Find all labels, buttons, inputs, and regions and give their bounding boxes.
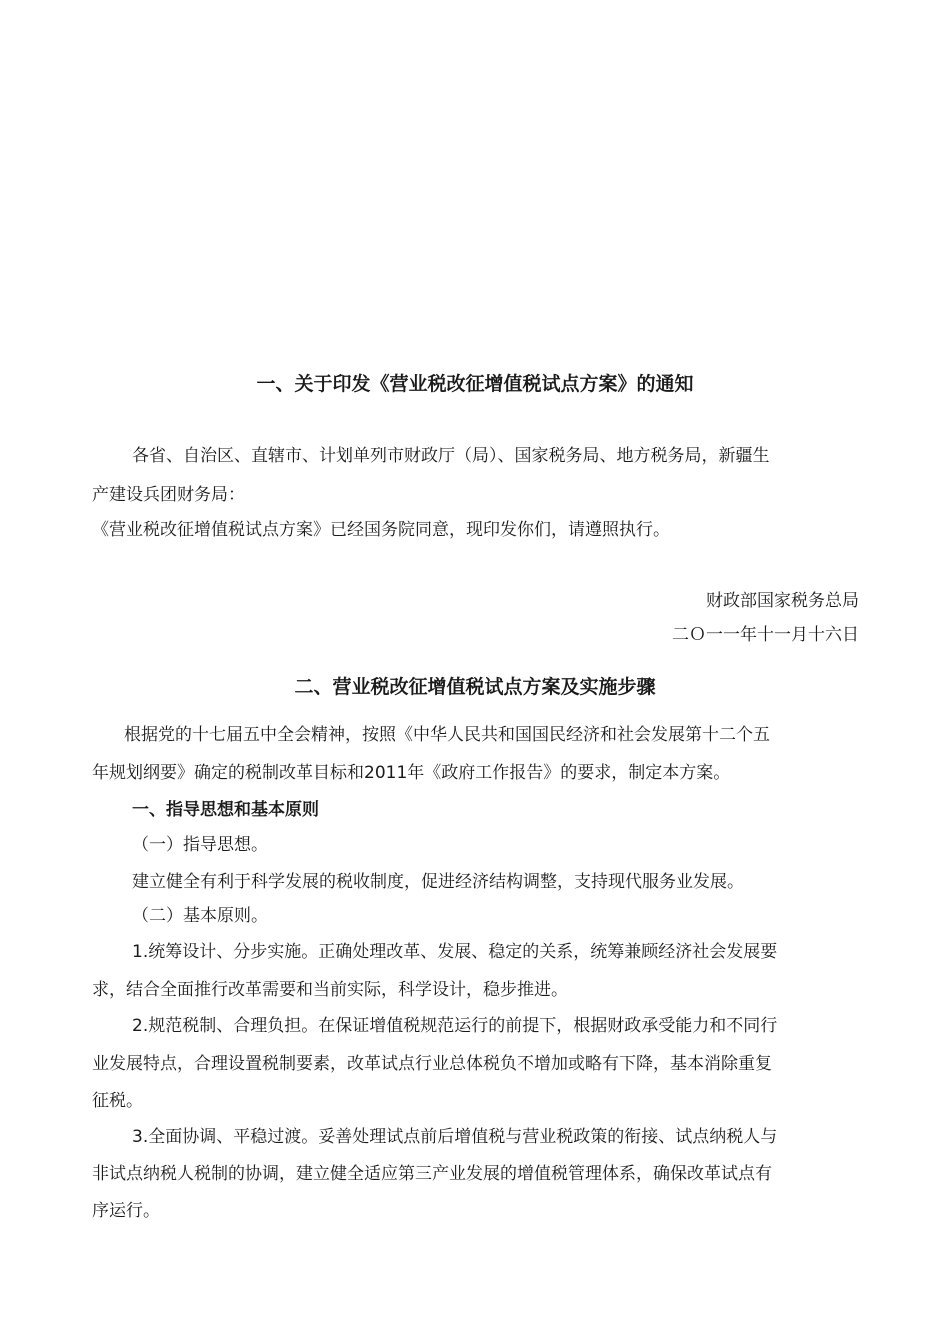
notice-recipients-line2: 产建设兵团财务局： bbox=[92, 485, 245, 505]
plan-intro-line2: 年规划纲要》确定的税制改革目标和2011年《政府工作报告》的要求，制定本方案。 bbox=[92, 763, 731, 783]
notice-issuer: 财政部国家税务总局 bbox=[706, 591, 859, 611]
principle2-line3: 征税。 bbox=[92, 1091, 143, 1111]
principle3-line2: 非试点纳税人税制的协调，建立健全适应第三产业发展的增值税管理体系，确保改革试点有 bbox=[92, 1164, 772, 1184]
principle3-line3: 序运行。 bbox=[92, 1201, 160, 1221]
sub1-text: 建立健全有利于科学发展的税收制度，促进经济结构调整，支持现代服务业发展。 bbox=[132, 872, 744, 892]
principle2-line1: 2.规范税制、合理负担。在保证增值税规范运行的前提下，根据财政承受能力和不同行 bbox=[132, 1016, 778, 1036]
sub2-heading: （二）基本原则。 bbox=[132, 906, 268, 926]
principle1-line2: 求，结合全面推行改革需要和当前实际，科学设计，稳步推进。 bbox=[92, 980, 568, 1000]
notice-body: 《营业税改征增值税试点方案》已经国务院同意，现印发你们，请遵照执行。 bbox=[92, 520, 670, 540]
principle1-line1: 1.统筹设计、分步实施。正确处理改革、发展、稳定的关系，统筹兼顾经济社会发展要 bbox=[132, 942, 778, 962]
notice-title: 一、关于印发《营业税改征增值税试点方案》的通知 bbox=[256, 373, 694, 395]
principle2-line2: 业发展特点，合理设置税制要素，改革试点行业总体税负不增加或略有下降，基本消除重复 bbox=[92, 1054, 772, 1074]
plan-intro-line1: 根据党的十七届五中全会精神，按照《中华人民共和国国民经济和社会发展第十二个五 bbox=[124, 725, 770, 745]
plan-title: 二、营业税改征增值税试点方案及实施步骤 bbox=[294, 676, 656, 698]
notice-date: 二Ｏ一一年十一月十六日 bbox=[672, 625, 859, 645]
sub1-heading: （一）指导思想。 bbox=[132, 835, 268, 855]
principle3-line1: 3.全面协调、平稳过渡。妥善处理试点前后增值税与营业税政策的衔接、试点纳税人与 bbox=[132, 1127, 778, 1147]
section1-heading: 一、指导思想和基本原则 bbox=[132, 800, 319, 820]
notice-recipients-line1: 各省、自治区、直辖市、计划单列市财政厅（局）、国家税务局、地方税务局，新疆生 bbox=[132, 446, 770, 466]
